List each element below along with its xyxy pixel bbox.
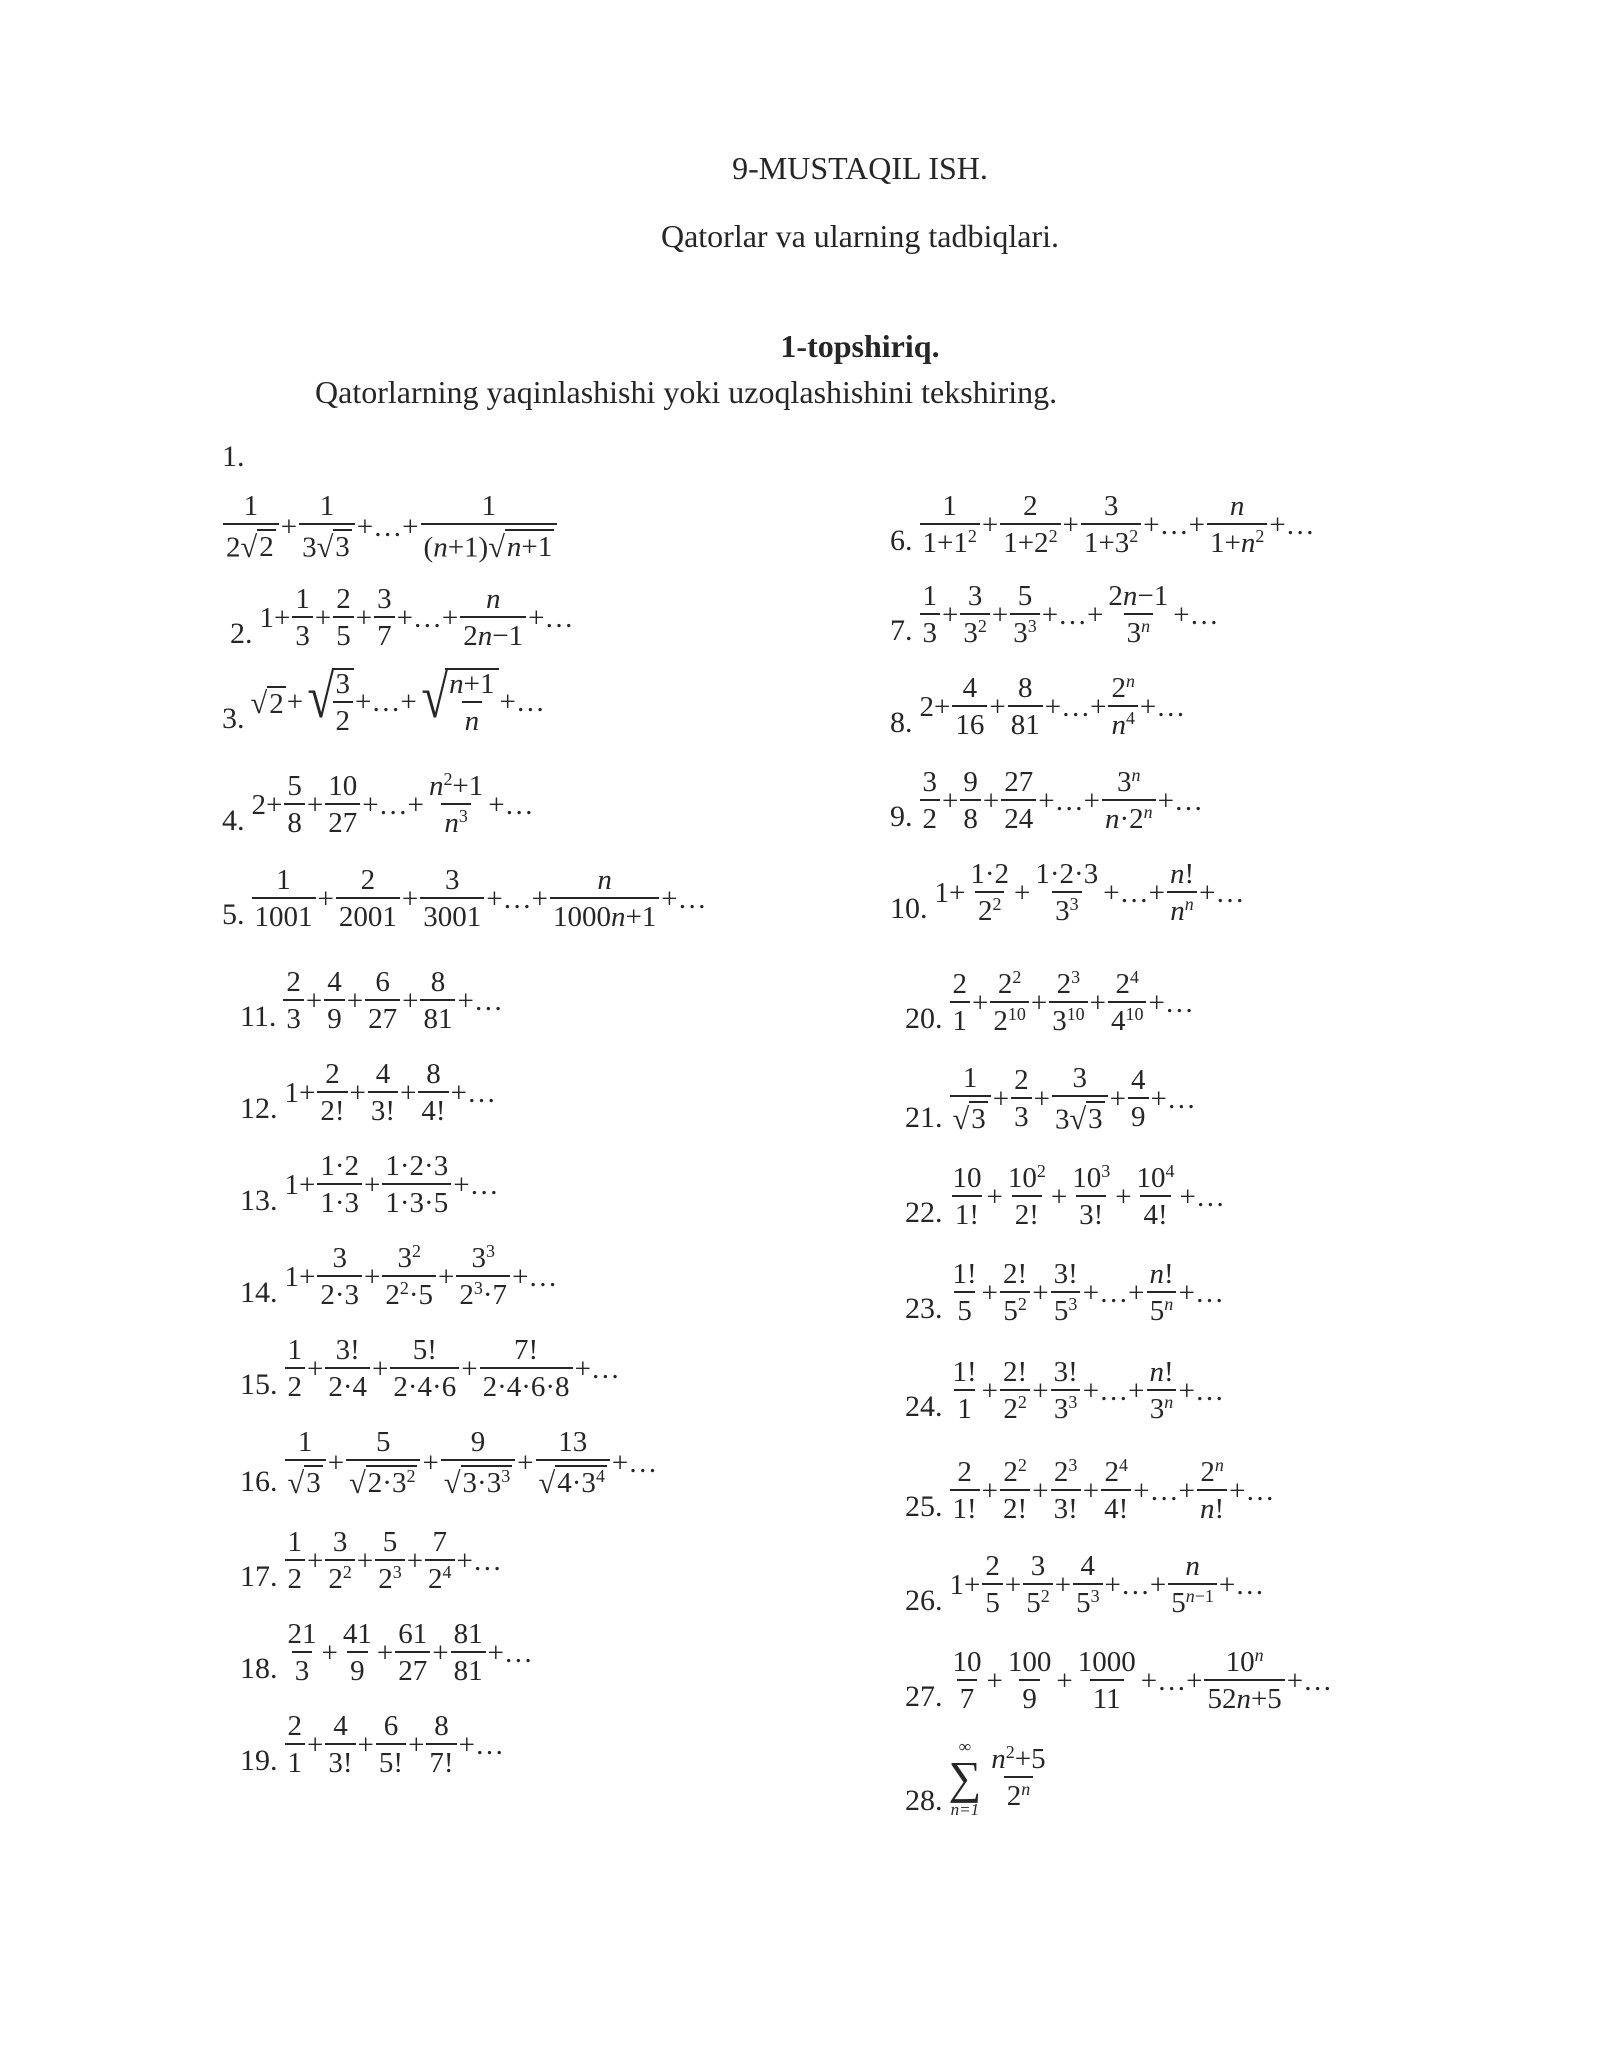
- problem-24-formula: $\frac{1!}{1}$ + $\frac{2!}{2^2}$ + $\frac{3!}{3^3}$ +…+ $\frac{n!}{3^n}$ +…: [952, 1356, 1224, 1425]
- problem-25-formula: $\frac{2}{1!}$ + $\frac{2^2}{2!}$ + $\frac{2^3}{3!}$ + $\frac{2^4}{4!}$ +…+ $\frac{2^n}{n!}$ +…: [949, 1458, 1276, 1524]
- problem-13: [240, 1152, 500, 1218]
- problem-number: 9.: [890, 800, 913, 833]
- problem-number: 14.: [240, 1276, 278, 1309]
- problem-number: 20.: [905, 1002, 943, 1035]
- problem-number: 8.: [890, 706, 913, 739]
- problem-8: [890, 671, 1186, 741]
- problem-number: 18.: [240, 1652, 278, 1685]
- problem-2: [230, 585, 575, 651]
- problem-number: 23.: [905, 1292, 943, 1325]
- problem-number: 13.: [240, 1184, 278, 1217]
- problem-1: [222, 492, 558, 563]
- problem-2-formula: 1+ $\frac{1}{3}$ + $\frac{2}{5}$ + $\frac{3}{7}$ +…+ $\frac{n}{2n-1}$ +…: [259, 583, 574, 652]
- problem-27: [905, 1645, 1333, 1715]
- problem-26: [905, 1552, 1265, 1618]
- problem-13-formula: 1+ $\frac{1\cdot 2}{1\cdot 3}$ + $\frac{1\cdot 2\cdot 3}{1\cdot 3\cdot 5}$ +…: [284, 1150, 499, 1219]
- problem-20: [905, 967, 1195, 1037]
- problem-number: 28.: [905, 1784, 943, 1817]
- problem-18: [240, 1620, 534, 1686]
- problem-12: [240, 1060, 497, 1126]
- problem-6: [890, 492, 1316, 558]
- task-instruction: Qatorlarning yaqinlashishi yoki uzoqlashishini tekshiring.: [315, 374, 1058, 410]
- problem-10-formula: 1+ $\frac{1\cdot 2}{2^2}$ + $\frac{1\cdot 2\cdot 3}{3^3}$ +…+ $\frac{n!}{n^n}$ +…: [934, 858, 1245, 927]
- problem-number: 25.: [905, 1490, 943, 1523]
- problem-number: 5.: [222, 898, 245, 931]
- problem-27-formula: $\frac{10}{7}$ + $\frac{100}{9}$ + $\frac{1000}{11}$ +…+ $\frac{10^n}{52n+5}$ +…: [952, 1645, 1333, 1715]
- problem-1-formula: 1 2 √ 2 + 1 3 √ 3 +…+ 1 (n+1) √ n+1: [222, 492, 558, 563]
- page-title: 9-MUSTAQIL ISH.: [732, 150, 988, 186]
- problem-number: 3.: [222, 702, 245, 735]
- problem-number: 27.: [905, 1680, 943, 1713]
- problem-3: [222, 664, 546, 737]
- problem-number: 19.: [240, 1744, 278, 1777]
- problem-16-formula: 1 √ 3 + 5 √ $2\cdot 3^2$ + 9 √ $3\cdot 3^3$ + 13 √ $4\cdot 3^4$ +…: [284, 1428, 659, 1499]
- problem-20-formula: $\frac{2}{1}$ + $\frac{2^2}{2^{10}}$ + $\frac{2^3}{3^{10}}$ + $\frac{2^4}{4^{10}}$ +…: [949, 970, 1195, 1036]
- problem-10: [890, 860, 1245, 926]
- problem-28-formula: ∞ ∑ n=1 $\frac{n^2+5}{2^n}$: [948, 1737, 1046, 1819]
- problem-16: [240, 1428, 658, 1499]
- problem-5: [222, 866, 708, 932]
- problem-number: 24.: [905, 1390, 943, 1423]
- sigma-symbol: ∞ ∑ n=1: [948, 1737, 982, 1819]
- problem-17: [240, 1528, 503, 1594]
- problem-number: 7.: [890, 614, 913, 647]
- problem-9: [890, 765, 1204, 835]
- problem-24: [905, 1358, 1225, 1424]
- problem-9-formula: $\frac{3}{2}$ + $\frac{9}{8}$ + $\frac{27}{24}$ +…+ $\frac{3^n}{n\cdot 2^n}$ +…: [919, 768, 1204, 834]
- problem-7-formula: $\frac{1}{3}$ + $\frac{3}{3^2}$ + $\frac{5}{3^3}$ +…+ $\frac{2n-1}{3^n}$ +…: [919, 582, 1220, 648]
- problem-22-formula: $\frac{10}{1!}$ + $\frac{10^2}{2!}$ + $\frac{10^3}{3!}$ + $\frac{10^4}{4!}$ +…: [952, 1161, 1225, 1231]
- problem-12-formula: 1+ $\frac{2}{2!}$ + $\frac{4}{3!}$ + $\frac{8}{4!}$ +…: [284, 1058, 496, 1127]
- problem-number: 12.: [240, 1092, 278, 1125]
- problem-21: [905, 1064, 1197, 1135]
- problem-23-formula: $\frac{1!}{5}$ + $\frac{2!}{5^2}$ + $\frac{3!}{5^3}$ +…+ $\frac{n!}{5^n}$ +…: [952, 1258, 1224, 1327]
- problem-5-formula: $\frac{1}{1001}$ + $\frac{2}{2001}$ + $\frac{3}{3001}$ +…+ $\frac{n}{1000n+1}$ +…: [251, 866, 708, 932]
- problem-26-formula: 1+ $\frac{2}{5}$ + $\frac{3}{5^2}$ + $\frac{4}{5^3}$ +…+ $\frac{n}{5^{n-1}}$ +…: [949, 1550, 1265, 1619]
- problem-19: [240, 1712, 505, 1778]
- problem-number: 17.: [240, 1560, 278, 1593]
- problem-7: [890, 582, 1220, 648]
- problem-number: 22.: [905, 1196, 943, 1229]
- problem-15: [240, 1336, 621, 1402]
- problem-17-formula: $\frac{1}{2}$ + $\frac{3}{2^2}$ + $\frac{5}{2^3}$ + $\frac{7}{2^4}$ +…: [284, 1528, 503, 1594]
- problem-25: [905, 1455, 1276, 1525]
- problem-4: [222, 769, 535, 839]
- problem-number: 15.: [240, 1368, 278, 1401]
- problem-number: 2.: [230, 617, 253, 650]
- problem-14-formula: 1+ $\frac{3}{2\cdot 3}$ + $\frac{3^2}{2^2\cdot 5}$ + $\frac{3^3}{2^3\cdot 7}$ +…: [284, 1241, 558, 1311]
- problem-number: 26.: [905, 1584, 943, 1617]
- task-title: 1-topshiriq.: [780, 328, 940, 364]
- problem-number: 4.: [222, 804, 245, 837]
- page-subtitle: Qatorlar va ularning tadbiqlari.: [660, 218, 1060, 254]
- problem-number: 11.: [240, 1000, 277, 1033]
- problem-21-formula: 1 √ 3 + $\frac{2}{3}$ + 3 3 √ 3 + $\frac{4}{9}$ +…: [949, 1064, 1197, 1135]
- problem-number: 16.: [240, 1464, 278, 1498]
- problem-28: [905, 1738, 1050, 1818]
- problem-6-formula: $\frac{1}{1+1^2}$ + $\frac{2}{1+2^2}$ + $\frac{3}{1+3^2}$ +…+ $\frac{n}{1+n^2}$ +…: [919, 492, 1316, 558]
- problem-3-formula: √ 2 + √ $\frac{3}{2}$ +…+ √ $\frac{n+1}{n}$ +…: [250, 664, 545, 737]
- problem-14: [240, 1241, 558, 1311]
- problem-number: 21.: [905, 1100, 943, 1134]
- problem-23: [905, 1260, 1225, 1326]
- problem-11-formula: $\frac{2}{3}$ + $\frac{4}{9}$ + $\frac{6}{27}$ + $\frac{8}{81}$ +…: [282, 968, 503, 1034]
- problem-number-1-label: 1.: [222, 440, 245, 473]
- problem-number: 10.: [890, 892, 928, 925]
- problem-19-formula: $\frac{2}{1}$ + $\frac{4}{3!}$ + $\frac{6}{5!}$ + $\frac{8}{7!}$ +…: [284, 1712, 505, 1778]
- problem-15-formula: $\frac{1}{2}$ + $\frac{3!}{2\cdot 4}$ + $\frac{5!}{2\cdot 4\cdot 6}$ + $\frac{7!}{2\cdot 4\cdot 6\cdot 8}$ +…: [284, 1336, 621, 1402]
- problem-4-formula: 2+ $\frac{5}{8}$ + $\frac{10}{27}$ +…+ $\frac{n^2+1}{n^3}$ +…: [251, 769, 534, 839]
- problem-number: 6.: [890, 524, 913, 557]
- problem-22: [905, 1161, 1226, 1231]
- problem-18-formula: $\frac{21}{3}$ + $\frac{41}{9}$ + $\frac{61}{27}$ + $\frac{81}{81}$ +…: [287, 1618, 533, 1687]
- problem-11: [240, 968, 504, 1034]
- problem-8-formula: 2+ $\frac{4}{16}$ + $\frac{8}{81}$ +…+ $\frac{2^n}{n^4}$ +…: [919, 671, 1186, 741]
